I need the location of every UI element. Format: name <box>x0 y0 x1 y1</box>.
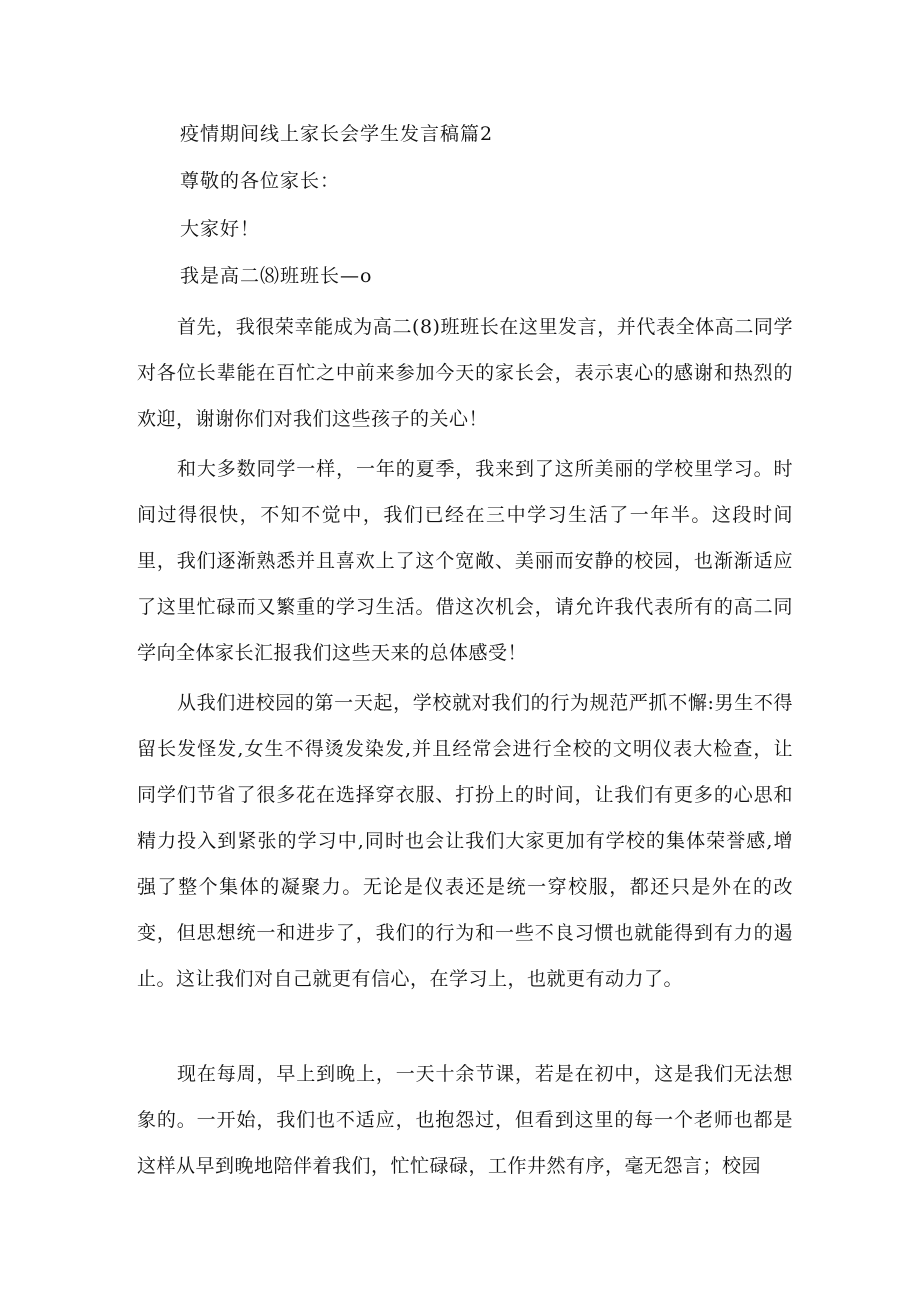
document-title: 疫情期间线上家长会学生发言稿篇2 <box>180 123 494 145</box>
paragraph-thanks: 首先，我很荣幸能成为高二(8)班班长在这里发言，并代表全体高二同学对各位长辈能在百忙之中前来参加今天的家长会，表示衷心的感谢和热烈的欢迎，谢谢你们对我们这些孩子的关心！ <box>137 316 793 430</box>
paragraph-discipline: 从我们进校园的第一天起，学校就对我们的行为规范严抓不懈:男生不得留长发怪发,女生不得烫发染发,并且经常会进行全校的文明仪表大检查，让同学们节省了很多花在选择穿衣服、打扮上的时间，让我们有更多的心思和精力投入到紧张的学习中,同时也会让我们大家更加有学校的集体荣誉感,增强了整个集体的凝聚力。无论是仪表还是统一穿校服，都还只是外在的改变，但思想统一和进步了，我们的行为和一些不良习惯也就能得到有力的遏止。这让我们对自己就更有信心，在学习上，也就更有动力了。 <box>137 692 793 990</box>
paragraph-school-life: 和大多数同学一样，一年的夏季，我来到了这所美丽的学校里学习。时间过得很快，不知不觉中，我们已经在三中学习生活了一年半。这段时间里，我们逐渐熟悉并且喜欢上了这个宽敞、美丽而安静的校园，也渐渐适应了这里忙碌而又繁重的学习生活。借这次机会，请允许我代表所有的高二同学向全体家长汇报我们这些天来的总体感受！ <box>137 458 793 664</box>
greeting: 大家好！ <box>180 218 261 240</box>
self-introduction: 我是高二⑻班班长—o <box>180 265 373 287</box>
salutation: 尊敬的各位家长： <box>180 170 341 192</box>
paragraph-daily-schedule: 现在每周，早上到晚上，一天十余节课，若是在初中，这是我们无法想象的。一开始，我们也不适应，也抱怨过，但看到这里的每一个老师也都是这样从早到晚地陪伴着我们，忙忙碌碌，工作井然有序，毫无怨言；校园 <box>137 1063 793 1177</box>
